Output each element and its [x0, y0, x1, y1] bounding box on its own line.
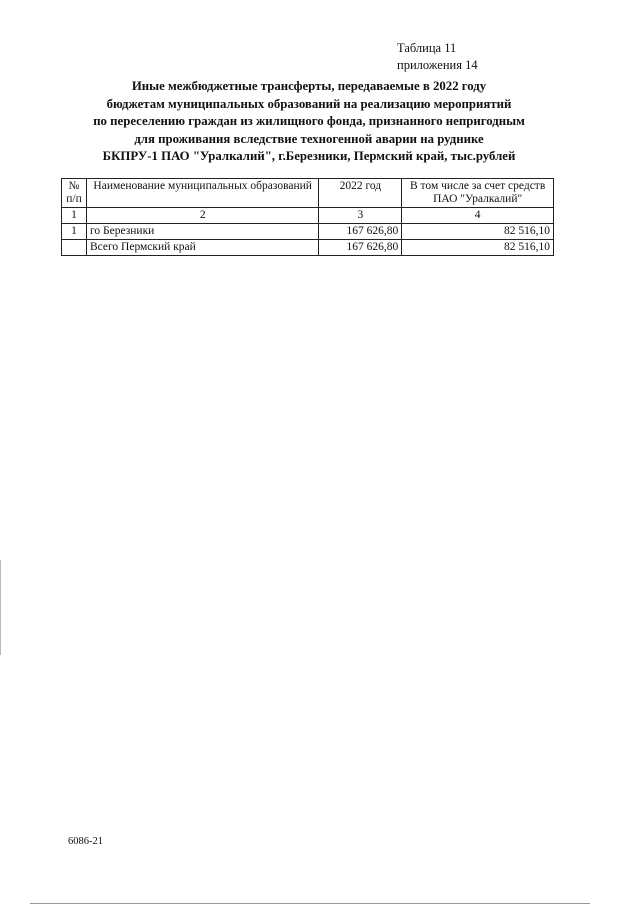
title-line: для проживания вследствие техногенной аварии на руднике: [134, 131, 484, 146]
row-incl: 82 516,10: [402, 224, 554, 240]
row-year: 167 626,80: [319, 240, 402, 256]
column-number: 3: [319, 208, 402, 224]
document-code: 6086-21: [68, 836, 103, 847]
row-name: го Березники: [86, 224, 318, 240]
row-name: Всего Пермский край: [86, 240, 318, 256]
table-number: Таблица 11: [397, 41, 457, 55]
header-incl-line2: ПАО "Уралкалий": [433, 193, 523, 205]
header-year: 2022 год: [319, 179, 402, 208]
row-incl: 82 516,10: [402, 240, 554, 256]
appendix-reference: приложения 14: [397, 58, 478, 72]
scan-edge-mark: [0, 560, 1, 655]
title-line: Иные межбюджетные трансферты, передаваемые в 2022 году: [131, 79, 487, 93]
column-number-row: [62, 208, 554, 224]
header-incl-line1: В том числе за счет средств: [410, 180, 546, 192]
title-line: бюджетам муниципальных образований на реализацию мероприятий: [106, 96, 512, 111]
scan-bottom-edge: [30, 903, 590, 904]
table-header-row: [62, 179, 554, 208]
header-num-line2: п/п: [66, 193, 82, 205]
header-num-line1: №: [68, 180, 80, 192]
column-number: 4: [402, 208, 554, 224]
table-total-row: [62, 240, 554, 256]
header-incl: [402, 179, 554, 208]
column-number: 1: [62, 208, 87, 224]
table-row: [62, 224, 554, 240]
transfers-table: [61, 178, 554, 256]
row-year: 167 626,80: [319, 224, 402, 240]
header-name: Наименование муниципальных образований: [86, 179, 318, 208]
table-reference: [397, 40, 478, 74]
document-title: [60, 78, 558, 166]
title-line: БКПРУ-1 ПАО "Уралкалий", г.Березники, Пермский край, тыс.рублей: [102, 149, 516, 163]
column-number: 2: [86, 208, 318, 224]
row-num: [62, 240, 87, 256]
header-num: [62, 179, 87, 208]
title-line: по переселению граждан из жилищного фонда, признанного непригодным: [93, 114, 525, 128]
row-num: 1: [62, 224, 87, 240]
